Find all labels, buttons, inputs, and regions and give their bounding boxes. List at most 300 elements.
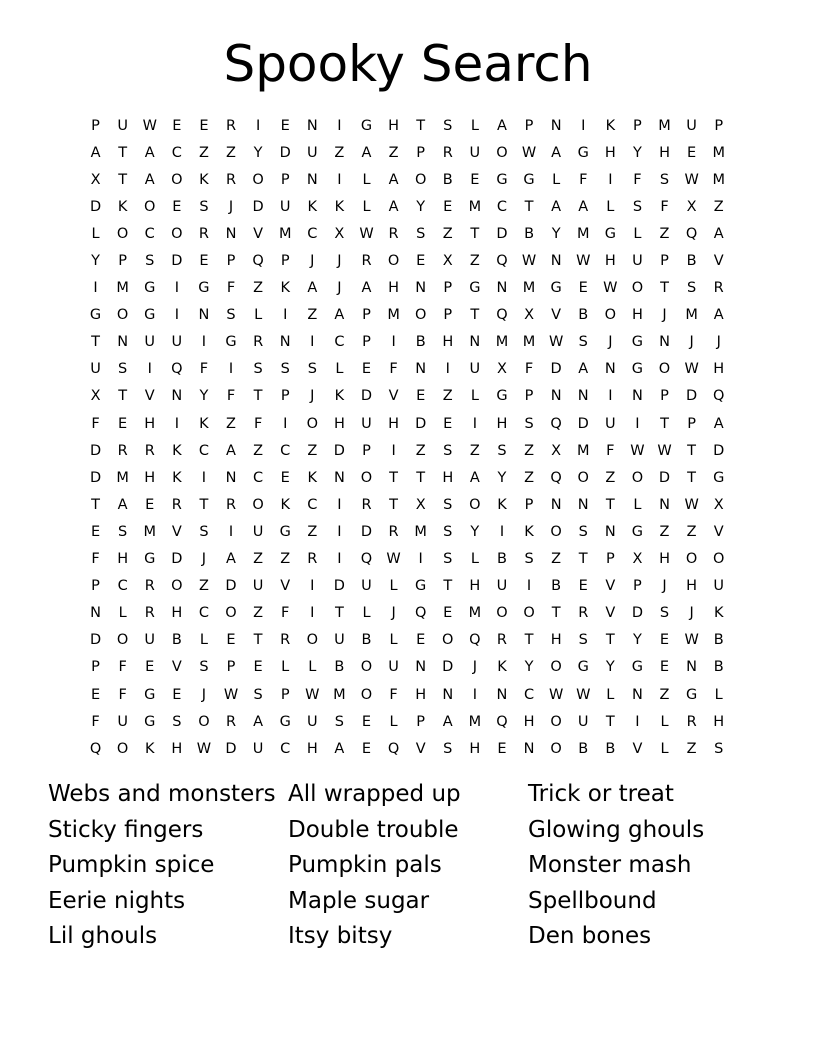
grid-letter: O [631,469,644,486]
grid-letter: U [632,253,643,270]
grid-letter: C [198,605,209,622]
grid-letter: F [660,198,669,215]
grid-letter: Z [659,686,670,703]
grid-letter: O [116,307,129,324]
grid-letter: O [306,415,318,432]
grid-letter: T [416,469,426,486]
grid-letter: D [89,632,102,649]
grid-letter: Q [360,551,373,568]
grid-letter: G [496,388,508,405]
grid-letter: Z [524,442,535,459]
grid-letter: N [523,740,535,757]
grid-letter: P [226,253,236,270]
grid-letter: W [386,551,401,568]
grid-letter: N [117,334,129,351]
grid-letter: E [172,198,182,215]
grid-letter: S [334,713,344,730]
grid-letter: R [225,171,237,188]
page-title: Spooky Search [223,35,593,93]
grid-letter: P [280,388,290,405]
grid-letter: W [684,361,699,378]
grid-row [82,600,732,627]
search-word: Pumpkin spice [48,852,215,879]
grid-letter: H [415,686,427,703]
grid-letter: L [606,198,615,215]
grid-letter: E [687,144,697,161]
grid-letter: G [604,225,616,242]
grid-letter: N [469,334,481,351]
grid-letter: R [361,253,372,270]
grid-letter: N [306,171,318,188]
grid-letter: A [361,280,372,297]
grid-letter: S [687,280,697,297]
grid-row [82,275,732,302]
grid-letter: R [253,334,264,351]
grid-letter: S [199,659,209,676]
grid-letter: F [389,686,398,703]
grid-letter: Z [388,144,399,161]
grid-letter: G [144,686,156,703]
grid-letter: H [171,740,183,757]
grid-letter: S [172,713,182,730]
grid-letter: U [117,117,128,134]
grid-letter: Z [469,253,480,270]
grid-letter: N [225,469,237,486]
grid-letter: S [578,334,588,351]
grid-letter: W [684,496,699,513]
grid-letter: D [360,523,373,540]
grid-letter: A [144,144,155,161]
grid-letter: I [337,171,342,188]
grid-letter: L [606,686,615,703]
grid-letter: P [687,415,696,432]
grid-letter: D [171,551,183,568]
grid-letter: J [310,388,315,405]
grid-letter: Z [198,144,209,161]
grid-letter: B [713,659,724,676]
grid-letter: N [225,225,237,242]
grid-letter: S [199,523,209,540]
grid-letter: T [578,551,588,568]
grid-letter: R [225,117,237,134]
grid-letter: V [713,253,724,270]
grid-letter: X [496,361,507,378]
grid-letter: P [280,253,290,270]
grid-letter: P [416,713,426,730]
grid-letter: U [306,144,318,161]
grid-letter: E [416,632,426,649]
search-word: Glowing ghouls [528,816,705,843]
grid-letter: I [391,334,396,351]
grid-letter: H [659,144,670,161]
grid-letter: Z [442,388,453,405]
grid-letter: O [685,551,698,568]
grid-letter: K [172,442,182,459]
grid-letter: M [658,117,671,134]
grid-letter: M [414,523,427,540]
grid-letter: E [199,253,209,270]
grid-letter: M [468,713,482,730]
grid-letter: T [524,632,534,649]
grid-letter: D [686,388,698,405]
grid-letter: H [659,551,670,568]
grid-letter: O [550,740,562,757]
grid-letter: I [255,117,261,134]
grid-letter: W [684,632,699,649]
grid-letter: L [362,171,371,188]
grid-letter: N [686,659,698,676]
grid-letter: U [144,334,156,351]
grid-letter: M [712,144,725,161]
grid-letter: G [144,713,156,730]
grid-letter: R [388,523,399,540]
grid-letter: P [91,578,100,595]
word-column [288,777,528,955]
grid-row [82,491,732,518]
grid-letter: Q [550,415,562,432]
grid-letter: C [253,469,264,486]
grid-row [82,654,732,681]
grid-letter: L [389,713,398,730]
grid-letter: S [443,740,453,757]
grid-letter: G [225,334,237,351]
grid-letter: F [389,361,398,378]
grid-letter: M [522,334,536,351]
grid-letter: I [228,361,234,378]
grid-letter: J [337,253,342,270]
grid-letter: V [171,659,182,676]
grid-letter: X [90,388,101,405]
grid-letter: A [578,361,589,378]
grid-letter: O [144,198,156,215]
grid-letter: I [608,171,613,188]
grid-letter: O [496,605,508,622]
grid-letter: B [578,740,589,757]
grid-row [82,573,732,600]
search-word: Pumpkin pals [288,852,442,879]
grid-letter: M [116,280,129,297]
grid-letter: I [174,415,179,432]
grid-letter: Z [659,523,670,540]
grid-letter: M [576,225,590,242]
grid-letter: I [581,117,586,134]
search-word: All wrapped up [288,781,461,807]
grid-letter: I [635,415,640,432]
grid-letter: Z [713,198,724,215]
grid-letter: V [713,523,724,540]
grid-letter: H [713,361,725,378]
search-word: Monster mash [528,852,692,879]
grid-letter: T [470,307,480,324]
grid-letter: Z [253,442,264,459]
grid-letter: G [550,280,562,297]
grid-letter: R [713,280,724,297]
grid-letter: V [388,388,399,405]
grid-letter: Z [226,415,236,432]
grid-letter: Q [496,713,508,730]
grid-letter: R [686,713,697,730]
grid-letter: H [713,713,725,730]
grid-letter: U [469,144,481,161]
grid-letter: L [470,117,479,134]
grid-letter: W [521,144,537,161]
grid-letter: O [387,253,400,270]
grid-letter: P [443,307,453,324]
grid-letter: A [442,713,453,730]
grid-letter: U [605,415,616,432]
grid-letter: V [632,740,643,757]
grid-letter: F [91,551,100,568]
grid-letter: B [578,307,589,324]
grid-letter: V [605,578,616,595]
grid-letter: U [713,578,725,595]
search-word: Eerie nights [48,887,186,914]
letter-grid [82,112,732,762]
grid-letter: Y [524,659,534,676]
grid-letter: A [253,713,264,730]
grid-letter: O [469,496,481,513]
grid-letter: R [117,442,128,459]
grid-letter: D [89,442,102,459]
grid-letter: A [713,415,724,432]
grid-letter: A [90,144,101,161]
grid-letter: N [550,253,562,270]
grid-letter: W [548,686,564,703]
grid-letter: Y [551,225,561,242]
grid-letter: O [523,605,535,622]
grid-letter: N [415,361,427,378]
grid-letter: I [608,388,613,405]
grid-letter: U [469,361,481,378]
grid-letter: W [630,442,645,459]
grid-letter: E [199,117,209,134]
grid-letter: K [605,117,616,134]
grid-letter: Y [91,253,100,270]
grid-letter: U [334,632,345,649]
grid-letter: Q [89,740,102,757]
grid-letter: O [550,713,562,730]
grid-letter: G [279,523,291,540]
grid-letter: X [442,253,453,270]
grid-row [82,220,732,247]
grid-letter: O [171,578,183,595]
grid-letter: M [712,171,725,188]
grid-letter: S [199,198,209,215]
grid-letter: A [361,144,372,161]
grid-letter: S [659,171,670,188]
grid-letter: E [578,578,588,595]
grid-letter: P [524,117,534,134]
grid-letter: E [416,388,426,405]
grid-letter: H [469,578,481,595]
grid-letter: O [360,659,373,676]
search-word: Maple sugar [288,887,430,914]
grid-letter: C [307,496,318,513]
grid-letter: O [631,280,644,297]
grid-letter: W [359,225,374,242]
grid-letter: H [604,253,616,270]
grid-letter: T [605,713,615,730]
grid-letter: N [550,117,562,134]
grid-letter: R [496,632,507,649]
grid-letter: R [144,442,155,459]
grid-letter: S [443,442,453,459]
grid-letter: M [468,605,482,622]
grid-letter: F [253,415,263,432]
grid-letter: Z [253,605,264,622]
grid-letter: M [685,307,698,324]
grid-letter: D [333,442,345,459]
grid-letter: P [362,334,371,351]
grid-letter: Z [253,551,264,568]
grid-letter: I [310,334,315,351]
grid-letter: J [608,334,613,351]
grid-letter: R [388,225,399,242]
grid-letter: E [118,415,128,432]
search-word: Den bones [528,923,652,950]
grid-letter: G [469,280,481,297]
grid-letter: Z [605,469,616,486]
grid-letter: I [310,578,315,595]
grid-letter: K [307,469,318,486]
grid-row [82,302,732,329]
grid-letter: U [306,713,318,730]
word-list [48,777,768,955]
grid-letter: Q [469,632,481,649]
grid-letter: O [360,686,373,703]
grid-letter: K [497,496,507,513]
grid-letter: X [713,496,724,513]
grid-letter: E [443,605,453,622]
grid-letter: Q [685,225,698,242]
grid-letter: D [415,415,427,432]
grid-letter: Z [686,740,697,757]
grid-letter: L [118,605,127,622]
grid-letter: D [577,415,589,432]
grid-letter: S [280,361,290,378]
grid-letter: T [687,469,697,486]
grid-letter: R [361,496,372,513]
grid-letter: N [415,659,427,676]
grid-letter: Y [632,632,642,649]
grid-letter: P [605,551,615,568]
grid-letter: S [443,551,453,568]
grid-letter: W [305,686,320,703]
grid-letter: H [306,740,318,757]
grid-letter: D [550,361,562,378]
grid-letter: I [310,605,315,622]
grid-letter: O [604,307,617,324]
grid-letter: C [307,225,318,242]
grid-letter: P [226,659,236,676]
grid-letter: N [604,523,616,540]
grid-letter: I [283,415,288,432]
grid-letter: P [91,117,100,134]
grid-letter: L [633,225,642,242]
grid-letter: O [414,171,427,188]
grid-letter: O [360,469,373,486]
grid-letter: U [361,415,372,432]
grid-letter: U [686,117,697,134]
grid-letter: L [633,496,642,513]
grid-letter: C [144,225,155,242]
grid-letter: E [443,198,453,215]
grid-row [82,112,732,139]
grid-letter: W [576,686,591,703]
grid-letter: P [633,578,642,595]
grid-letter: D [279,144,291,161]
grid-letter: T [389,469,398,486]
grid-letter: D [225,578,237,595]
grid-letter: U [279,198,291,215]
grid-letter: B [605,740,616,757]
grid-letter: T [118,144,128,161]
grid-letter: N [198,307,210,324]
grid-letter: U [361,578,372,595]
grid-letter: F [606,442,615,459]
grid-letter: L [362,605,371,622]
grid-letter: N [496,686,508,703]
grid-letter: N [631,388,643,405]
grid-letter: L [552,171,561,188]
grid-letter: S [578,523,588,540]
grid-letter: A [334,740,345,757]
grid-letter: A [388,198,399,215]
grid-letter: L [470,388,479,405]
grid-letter: Y [253,144,263,161]
grid-letter: T [389,496,398,513]
grid-letter: S [307,361,317,378]
grid-letter: Y [199,388,209,405]
grid-letter: H [388,117,400,134]
grid-letter: D [171,253,183,270]
grid-letter: R [225,713,237,730]
grid-letter: P [524,388,534,405]
grid-letter: E [280,469,290,486]
grid-letter: U [252,523,264,540]
grid-letter: T [416,117,426,134]
grid-letter: Z [469,442,480,459]
grid-letter: J [201,551,207,568]
grid-letter: K [524,523,534,540]
grid-letter: I [174,307,179,324]
grid-letter: O [658,361,671,378]
grid-letter: C [117,578,128,595]
grid-letter: T [443,578,453,595]
grid-letter: S [118,361,128,378]
grid-letter: B [551,578,562,595]
grid-letter: E [172,117,182,134]
grid-letter: P [524,496,534,513]
grid-letter: T [660,280,669,297]
grid-letter: O [577,469,589,486]
grid-row [82,247,732,274]
grid-letter: J [689,605,694,622]
grid-letter: W [657,442,672,459]
grid-letter: C [523,686,535,703]
grid-letter: G [577,659,589,676]
grid-letter: N [659,496,670,513]
grid-letter: E [497,740,507,757]
grid-letter: H [144,469,156,486]
grid-letter: E [280,117,290,134]
grid-letter: U [252,578,264,595]
grid-letter: E [90,523,101,540]
grid-letter: W [684,171,699,188]
search-word: Webs and monsters [48,781,276,807]
grid-letter: P [660,253,669,270]
grid-row [82,518,732,545]
